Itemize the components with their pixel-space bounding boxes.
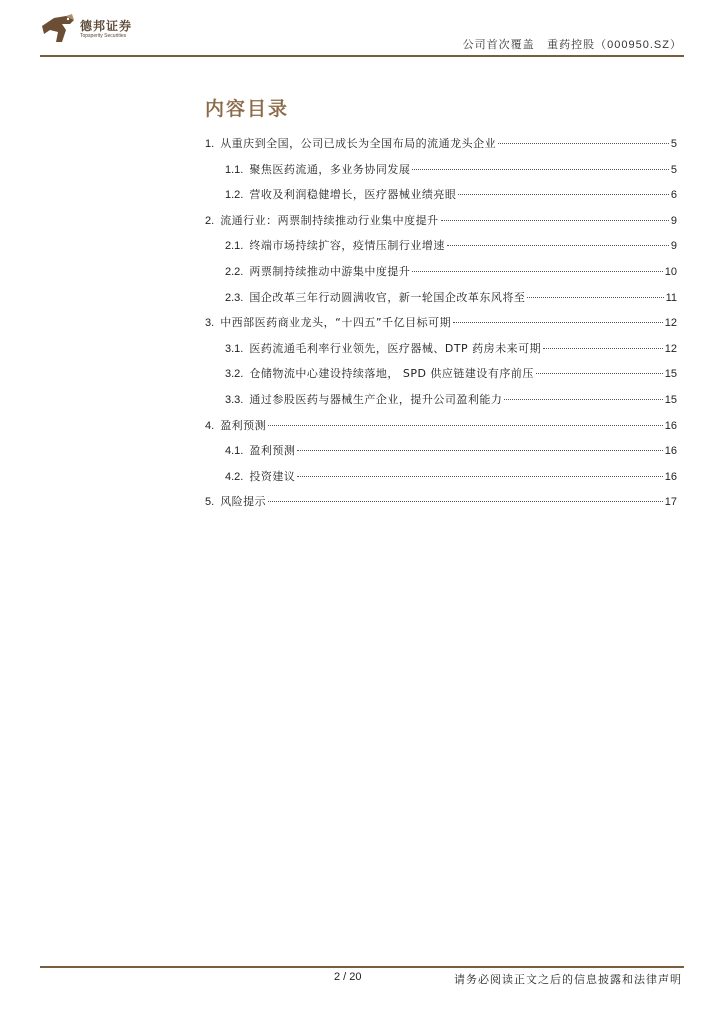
logo-icon	[40, 12, 76, 46]
toc-entry-title: 流通行业：两票制持续推动行业集中度提升	[220, 213, 439, 227]
toc-entry-page: 16	[664, 419, 677, 432]
toc-entry[interactable]	[205, 263, 677, 289]
toc-entry[interactable]	[205, 289, 677, 315]
toc-entry-page: 9	[670, 240, 677, 253]
toc-entry-page: 11	[665, 291, 677, 304]
toc-entry[interactable]	[205, 391, 677, 417]
table-of-contents	[205, 135, 677, 519]
toc-entry-number: 2.2.	[225, 265, 244, 278]
logo-english-name: Topsperity Securities	[80, 32, 127, 39]
toc-entry-number: 4.1.	[225, 445, 244, 458]
company-name: 重药控股	[547, 38, 596, 51]
toc-entry-title: 两票制持续推动中游集中度提升	[249, 264, 411, 278]
toc-entry-title: 仓储物流中心建设持续落地， SPD 供应链建设有序前压	[249, 367, 534, 381]
toc-leader-dots	[453, 322, 663, 323]
toc-entry-title: 中西部医药商业龙头，“十四五”千亿目标可期	[220, 316, 452, 330]
toc-entry-number: 1.2.	[225, 189, 244, 202]
toc-entry-title: 营收及利润稳健增长，医疗器械业绩亮眼	[249, 188, 457, 202]
toc-entry-number: 2.3.	[225, 291, 244, 304]
toc-entry[interactable]	[205, 135, 677, 161]
toc-leader-dots	[498, 143, 669, 144]
toc-entry-title: 国企改革三年行动圆满收官，新一轮国企改革东风将至	[249, 290, 526, 304]
toc-entry-title: 盈利预测	[220, 418, 267, 432]
logo-chinese-name: 德邦证券	[80, 18, 133, 33]
toc-entry[interactable]	[205, 442, 677, 468]
legal-notice: 请务必阅读正文之后的信息披露和法律声明	[454, 973, 682, 986]
stock-code: （000950.SZ）	[595, 39, 682, 51]
toc-entry-number: 5.	[205, 496, 215, 509]
toc-entry-page: 5	[670, 163, 677, 176]
toc-entry-title: 医药流通毛利率行业领先，医疗器械、DTP 药房未来可期	[249, 341, 542, 355]
page-header	[0, 0, 724, 60]
toc-leader-dots	[527, 297, 663, 298]
toc-entry-page: 5	[670, 138, 677, 150]
toc-leader-dots	[297, 450, 662, 451]
toc-entry[interactable]	[205, 493, 677, 519]
toc-entry-title: 通过参股医药与器械生产企业，提升公司盈利能力	[249, 392, 503, 406]
toc-entry-page: 10	[664, 265, 677, 278]
toc-entry-number: 1.1.	[225, 163, 244, 176]
toc-entry-number: 3.2.	[225, 368, 244, 381]
toc-leader-dots	[458, 194, 669, 195]
toc-entry-title: 聚焦医药流通，多业务协同发展	[249, 162, 411, 176]
toc-entry-title: 盈利预测	[249, 444, 296, 458]
company-logo	[40, 12, 132, 46]
toc-entry-page: 9	[670, 214, 677, 227]
toc-entry-number: 2.1.	[225, 240, 244, 253]
toc-entry-title: 风险提示	[220, 495, 267, 509]
toc-entry-number: 3.	[205, 317, 215, 330]
toc-entry-title: 终端市场持续扩容，疫情压制行业增速	[249, 239, 445, 253]
toc-entry-page: 15	[664, 393, 677, 406]
toc-entry-title: 从重庆到全国，公司已成长为全国布局的流通龙头企业	[220, 137, 497, 150]
page-number: 2 / 20	[334, 971, 362, 983]
toc-entry[interactable]	[205, 161, 677, 187]
toc-entry-number: 1.	[205, 138, 215, 150]
toc-entry-number: 2.	[205, 214, 215, 227]
toc-entry[interactable]	[205, 468, 677, 494]
report-info	[463, 36, 682, 52]
toc-entry[interactable]	[205, 417, 677, 443]
toc-entry-number: 3.3.	[225, 393, 244, 406]
toc-entry[interactable]	[205, 237, 677, 263]
footer-divider	[40, 966, 684, 968]
header-divider	[40, 55, 684, 57]
toc-entry-page: 12	[664, 342, 677, 355]
toc-title: 内容目录	[205, 98, 290, 120]
toc-entry[interactable]	[205, 212, 677, 238]
toc-leader-dots	[441, 220, 669, 221]
toc-leader-dots	[504, 399, 662, 400]
toc-entry-title: 投资建议	[249, 469, 296, 483]
toc-entry-number: 4.2.	[225, 470, 244, 483]
toc-entry-page: 6	[670, 189, 677, 202]
toc-leader-dots	[447, 245, 669, 246]
toc-entry[interactable]	[205, 314, 677, 340]
toc-entry-number: 3.1.	[225, 342, 244, 355]
toc-entry-page: 12	[664, 317, 677, 330]
toc-entry-page: 16	[664, 445, 677, 458]
toc-entry[interactable]	[205, 365, 677, 391]
toc-leader-dots	[543, 348, 663, 349]
toc-leader-dots	[536, 373, 663, 374]
toc-entry[interactable]	[205, 340, 677, 366]
report-type: 公司首次覆盖	[462, 38, 535, 51]
toc-leader-dots	[268, 425, 663, 426]
toc-entry-number: 4.	[205, 419, 215, 432]
toc-entry-page: 15	[664, 368, 677, 381]
toc-leader-dots	[268, 501, 663, 502]
toc-leader-dots	[412, 271, 662, 272]
toc-entry-page: 17	[664, 496, 677, 509]
toc-leader-dots	[412, 169, 669, 170]
toc-entry[interactable]	[205, 186, 677, 212]
toc-entry-page: 16	[664, 470, 677, 483]
toc-leader-dots	[297, 476, 662, 477]
